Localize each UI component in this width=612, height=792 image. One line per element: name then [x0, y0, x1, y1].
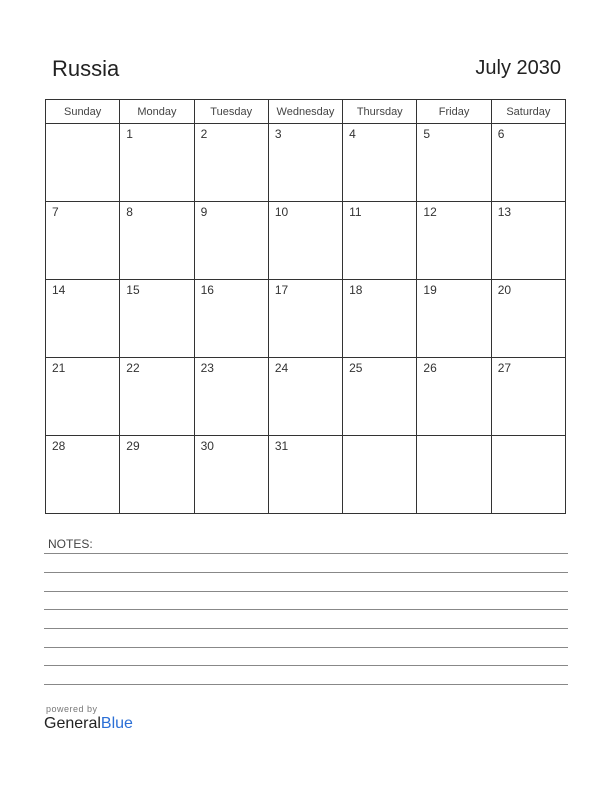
- day-number: 12: [423, 205, 437, 219]
- day-cell: [343, 280, 417, 358]
- day-cell: [120, 202, 194, 280]
- day-cell: [491, 202, 565, 280]
- day-number: 7: [52, 205, 59, 219]
- day-number: 29: [126, 439, 140, 453]
- day-number: 14: [52, 283, 66, 297]
- weekday-tuesday: Tuesday: [194, 100, 268, 124]
- day-number: 13: [497, 205, 512, 219]
- week-row: [46, 280, 566, 358]
- weekday-wednesday: Wednesday: [268, 100, 342, 124]
- note-line: [44, 609, 568, 610]
- weekday-monday: Monday: [120, 100, 194, 124]
- day-number: 19: [423, 283, 437, 297]
- day-number: 2: [200, 127, 208, 141]
- day-cell: [417, 202, 491, 280]
- weekday-thursday: Thursday: [343, 100, 417, 124]
- day-number: 26: [423, 361, 437, 375]
- day-cell: [268, 280, 342, 358]
- day-cell: [417, 280, 491, 358]
- day-number: 6: [497, 127, 505, 141]
- brand-name-blue: Blue: [100, 715, 133, 732]
- day-cell: [194, 280, 268, 358]
- day-cell: [417, 436, 491, 514]
- note-line: [44, 665, 568, 666]
- day-cell: [120, 358, 194, 436]
- day-number: 17: [274, 283, 289, 297]
- weekday-saturday: Saturday: [491, 100, 565, 124]
- day-cell: [417, 124, 491, 202]
- day-number: 8: [126, 205, 133, 219]
- note-line: [44, 553, 568, 554]
- day-cell: [46, 358, 120, 436]
- day-cell: [343, 358, 417, 436]
- day-cell: [343, 124, 417, 202]
- day-number: 28: [52, 439, 66, 453]
- day-cell: [194, 202, 268, 280]
- weekday-friday: Friday: [417, 100, 491, 124]
- day-number: 23: [200, 361, 214, 375]
- day-cell: [491, 124, 565, 202]
- day-cell: [120, 280, 194, 358]
- notes-label: NOTES:: [48, 537, 93, 551]
- note-line: [44, 591, 568, 592]
- week-row: [46, 358, 566, 436]
- week-row: [46, 124, 566, 202]
- brand-logo: [44, 704, 133, 733]
- note-line: [44, 684, 568, 685]
- day-number: 20: [497, 283, 512, 297]
- day-number: 25: [349, 361, 363, 375]
- day-number: 4: [349, 127, 356, 141]
- day-number: 3: [274, 127, 282, 141]
- day-cell: [343, 436, 417, 514]
- day-cell: [343, 202, 417, 280]
- day-cell: [46, 436, 120, 514]
- day-number: 30: [200, 439, 214, 453]
- day-cell: [120, 436, 194, 514]
- day-cell: [46, 202, 120, 280]
- day-number: [417, 436, 490, 439]
- day-number: 21: [52, 361, 66, 375]
- day-number: 10: [274, 205, 289, 219]
- country-title: Russia: [52, 56, 120, 81]
- weekday-sunday: Sunday: [46, 100, 120, 124]
- day-number: [492, 436, 565, 439]
- weekday-header-row: [46, 100, 566, 124]
- day-cell: [268, 202, 342, 280]
- brand-name-general: General: [44, 715, 101, 732]
- calendar-grid: [45, 99, 566, 514]
- week-row: [46, 202, 566, 280]
- day-number: [46, 124, 119, 127]
- day-number: 15: [126, 283, 140, 297]
- day-cell: [46, 280, 120, 358]
- day-number: 5: [423, 127, 431, 141]
- note-line: [44, 628, 568, 629]
- day-number: 18: [349, 283, 363, 297]
- day-cell: [491, 280, 565, 358]
- day-cell: [194, 124, 268, 202]
- powered-by-text: powered by: [46, 704, 98, 714]
- day-number: 9: [200, 205, 208, 219]
- day-cell: [417, 358, 491, 436]
- day-cell: [268, 124, 342, 202]
- month-year-title: July 2030: [475, 57, 561, 79]
- day-number: 31: [274, 439, 289, 453]
- day-cell: [120, 124, 194, 202]
- day-cell: [46, 124, 120, 202]
- day-cell: [268, 436, 342, 514]
- day-number: 11: [349, 205, 362, 219]
- day-number: 22: [126, 361, 140, 375]
- note-line: [44, 572, 568, 573]
- note-line: [44, 647, 568, 648]
- day-cell: [268, 358, 342, 436]
- day-number: 16: [200, 283, 214, 297]
- day-number: 1: [126, 127, 133, 141]
- day-cell: [194, 436, 268, 514]
- day-cell: [194, 358, 268, 436]
- day-number: 24: [274, 361, 289, 375]
- brand-name: [44, 715, 133, 733]
- day-cell: [491, 436, 565, 514]
- day-cell: [491, 358, 565, 436]
- day-number: [343, 436, 416, 439]
- week-row: [46, 436, 566, 514]
- day-number: 27: [497, 361, 512, 375]
